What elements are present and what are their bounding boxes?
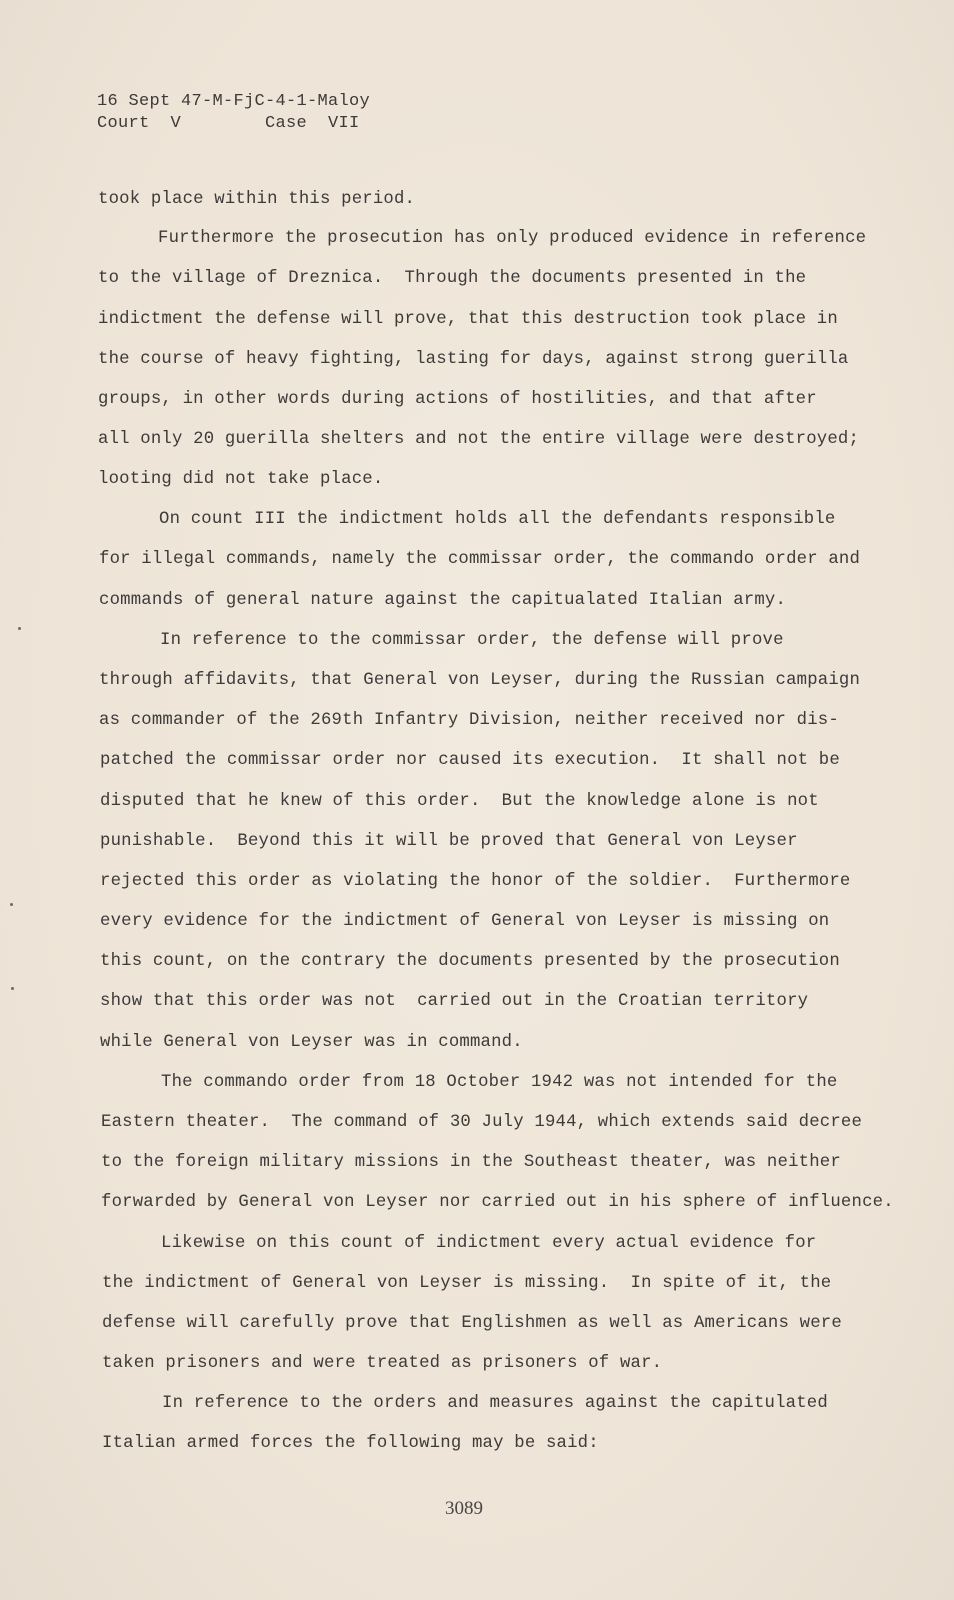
body-line: In reference to the orders and measures against the capitulated: [162, 1394, 828, 1413]
body-line: to the foreign military missions in the Southeast theater, was neither: [101, 1153, 841, 1172]
body-line: through affidavits, that General von Leyser, during the Russian campaign: [99, 671, 861, 690]
margin-speck: [11, 987, 14, 990]
header-reference-line: 16 Sept 47-M-FjC-4-1-Maloy: [97, 92, 371, 111]
body-line: Furthermore the prosecution has only produced evidence in reference: [158, 229, 867, 248]
body-line: punishable. Beyond this it will be proved that General von Leyser: [100, 832, 798, 851]
document-header: [97, 91, 370, 135]
body-line: groups, in other words during actions of hostilities, and that after: [98, 390, 817, 409]
body-line: every evidence for the indictment of General von Leyser is missing on: [100, 912, 830, 931]
body-line: the course of heavy fighting, lasting for days, against strong guerilla: [98, 350, 849, 369]
body-line: Italian armed forces the following may be said:: [102, 1434, 599, 1453]
body-line: indictment the defense will prove, that this destruction took place in: [98, 310, 838, 329]
body-line: In reference to the commissar order, the defense will prove: [160, 631, 784, 650]
body-line: On count III the indictment holds all the defendants responsible: [159, 510, 836, 529]
body-line: forwarded by General von Leyser nor carried out in his sphere of influence.: [101, 1193, 894, 1212]
body-line: the indictment of General von Leyser is missing. In spite of it, the: [102, 1274, 832, 1293]
body-line: The commando order from 18 October 1942 was not intended for the: [161, 1073, 838, 1092]
body-line: this count, on the contrary the documents presented by the prosecution: [100, 952, 840, 971]
body-line: all only 20 guerilla shelters and not the entire village were destroyed;: [98, 430, 860, 449]
body-line: rejected this order as violating the honor of the soldier. Furthermore: [100, 872, 851, 891]
body-line: as commander of the 269th Infantry Division, neither received nor dis-: [99, 711, 839, 730]
body-line: took place within this period.: [98, 190, 416, 209]
page-number: 3089: [445, 1498, 483, 1519]
body-line: patched the commissar order nor caused its execution. It shall not be: [100, 751, 840, 770]
body-line: defense will carefully prove that Englishmen as well as Americans were: [102, 1314, 842, 1333]
body-line: commands of general nature against the capitualated Italian army.: [99, 591, 787, 610]
body-line: show that this order was not carried out in the Croatian territory: [100, 992, 809, 1011]
margin-speck: [18, 627, 21, 630]
body-line: taken prisoners and were treated as prisoners of war.: [102, 1354, 663, 1373]
body-line: Likewise on this count of indictment every actual evidence for: [161, 1234, 817, 1253]
header-court-case-line: Court V Case VII: [97, 114, 360, 133]
body-line: looting did not take place.: [98, 470, 384, 489]
body-line: disputed that he knew of this order. But the knowledge alone is not: [100, 792, 819, 811]
margin-speck: [10, 903, 13, 906]
body-line: to the village of Dreznica. Through the documents presented in the: [98, 269, 807, 288]
body-line: for illegal commands, namely the commissar order, the commando order and: [99, 550, 861, 569]
body-line: while General von Leyser was in command.: [100, 1033, 523, 1052]
body-line: Eastern theater. The command of 30 July 1944, which extends said decree: [101, 1113, 863, 1132]
